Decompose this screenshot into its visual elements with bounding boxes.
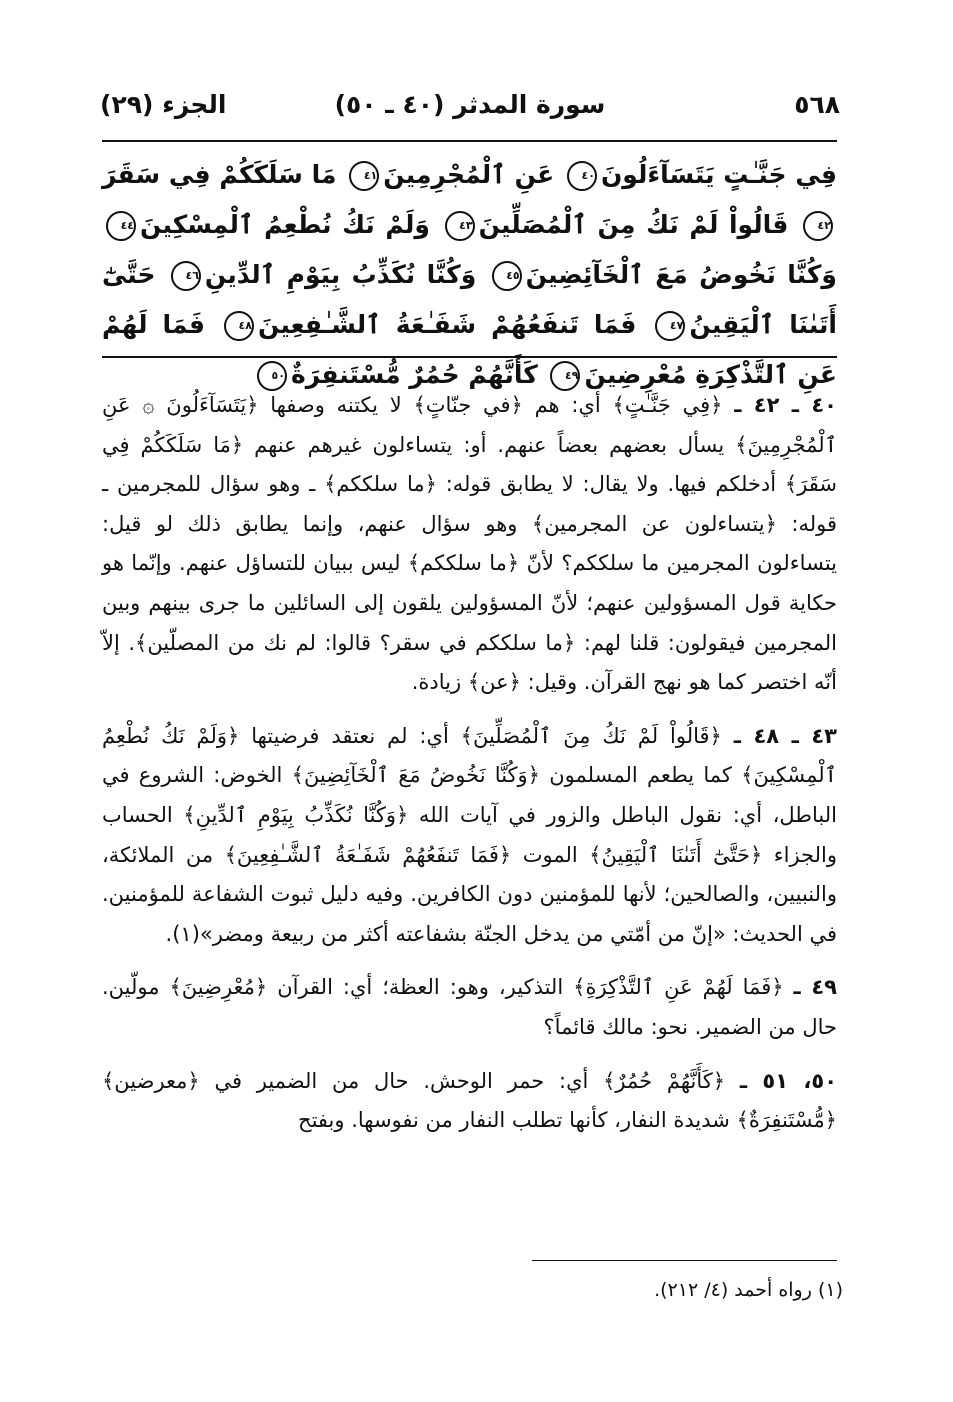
quran-verse: فَمَا تَنفَعُهُمْ شَفَـٰعَةُ ٱلشَّـٰفِعِينَ bbox=[257, 310, 637, 339]
verse-number-marker: ٥٠ bbox=[257, 361, 287, 391]
quran-verse: وَكُنَّا نُكَذِّبُ بِيَوْمِ ٱلدِّينِ bbox=[204, 260, 477, 289]
commentary-paragraph bbox=[102, 1062, 837, 1141]
commentary-paragraph bbox=[102, 717, 837, 955]
quran-verse: عَنِ ٱلْمُجْرِمِينَ bbox=[383, 160, 555, 189]
quran-text-block bbox=[102, 150, 837, 400]
quran-verse: فِي جَنَّـٰتٍ يَتَسَآءَلُونَ bbox=[600, 160, 837, 189]
verse-number-marker: ٤٦ bbox=[171, 261, 201, 291]
commentary-paragraph bbox=[102, 386, 837, 703]
footnote-rule bbox=[532, 1260, 837, 1261]
verse-number-marker: ٤١ bbox=[349, 161, 379, 191]
juz-label: الجزء (٢٩) bbox=[100, 90, 227, 119]
verse-number-marker: ٤٣ bbox=[445, 211, 475, 241]
verse-range: ٥٠، ٥١ ـ bbox=[739, 1068, 838, 1093]
verse-number-marker: ٤٧ bbox=[655, 311, 685, 341]
quran-verse: مَا سَلَكَكُمْ فِي سَقَرَ bbox=[102, 160, 337, 189]
verse-number-marker: ٤٠ bbox=[567, 161, 597, 191]
page-header bbox=[100, 88, 840, 132]
quran-verse: وَكُنَّا نَخُوضُ مَعَ ٱلْخَآئِضِينَ bbox=[525, 260, 837, 289]
quran-divider-rule bbox=[102, 356, 837, 358]
quran-verse: كَأَنَّهُمْ حُمُرٌ مُّسْتَنفِرَةٌ bbox=[290, 360, 538, 389]
commentary-text: ﴿قَالُواْ لَمْ نَكُ مِنَ ٱلْمُصَلِّينَ﴾ أي: لم نعتقد فرضيتها ﴿وَلَمْ نَكُ نُطْعِمُ ٱلْمِسْكِينَ﴾ كما يطعم المسلمون ﴿وَكُنَّا نَخُوضُ مَعَ ٱلْخَآئِضِينَ﴾ الخوض: الشروع في الباطل، أي: نقول الباطل والزور في آيات الله ﴿وَكُنَّا نُكَذِّبُ بِيَوْمِ ٱلدِّينِ﴾ الحساب والجزاء ﴿حَتَّىٰٓ أَتَىٰنَا ٱلْيَقِينُ﴾ الموت ﴿فَمَا تَنفَعُهُمْ شَفَـٰعَةُ ٱلشَّـٰفِعِينَ﴾ من الملائكة، والنبيين، والصالحين؛ لأنها للمؤمنين دون الكافرين. وفيه دليل ثبوت الشفاعة للمؤمنين. في الحديث: «إنّ من أمّتي من يدخل الجنّة بشفاعته أكثر من ربيعة ومضر»(١). bbox=[102, 723, 837, 946]
verse-range: ٤٠ ـ ٤٢ ـ bbox=[734, 393, 837, 417]
commentary-block bbox=[102, 386, 837, 1155]
commentary-text: ﴿فِي جَنَّـٰتٍ﴾ أي: هم ﴿في جنّاتٍ﴾ لا يكتنه وصفها ﴿يَتَسَآءَلُونَ ۞ عَنِ ٱلْمُجْرِمِينَ﴾ يسأل بعضهم بعضاً عنهم. أو: يتساءلون غيرهم عنهم ﴿مَا سَلَكَكُمْ فِي سَقَرَ﴾ أدخلكم فيها. ولا يقال: لا يطابق قوله: ﴿ما سلككم﴾ ـ وهو سؤال للمجرمين ـ قوله: ﴿يتساءلون عن المجرمين﴾ وهو سؤال عنهم، وإنما يطابق ذلك لو قيل: يتساءلون المجرمين ما سلككم؟ لأنّ ﴿ما سلككم﴾ ليس ببيان للتساؤل عنهم. وإنّما هو حكاية قول المسؤولين عنهم؛ لأنّ المسؤولين يلقون إلى السائلين ما جرى بينهم وبين المجرمين فيقولون: قلنا لهم: ﴿ما سلككم في سقر؟ قالوا: لم نك من المصلّين﴾. إلاّ أنّه اختصر كما هو نهج القرآن. وقيل: ﴿عن﴾ زيادة. bbox=[102, 393, 837, 695]
quran-verse: قَالُواْ لَمْ نَكُ مِنَ ٱلْمُصَلِّينَ bbox=[478, 210, 789, 239]
verse-range: ٤٣ ـ ٤٨ ـ bbox=[733, 723, 837, 748]
header-rule bbox=[102, 140, 837, 142]
commentary-text: ﴿كَأَنَّهُمْ حُمُرٌ﴾ أي: حمر الوحش. حال من الضمير في ﴿معرضين﴾ ﴿مُّسْتَنفِرَةٌ﴾ شديدة النفار، كأنها تطلب النفار من نفوسها. وبفتح bbox=[102, 1068, 837, 1133]
verse-number-marker: ٤٥ bbox=[492, 261, 522, 291]
commentary-paragraph bbox=[102, 968, 837, 1047]
verse-number-marker: ٤٨ bbox=[224, 311, 254, 341]
verse-range: ٤٩ ـ bbox=[793, 975, 837, 1000]
footnote: (١) رواه أحمد (٤/ ٢١٢). bbox=[654, 1279, 843, 1301]
verse-number-marker: ٤٤ bbox=[106, 211, 136, 241]
verse-number-marker: ٤٢ bbox=[803, 211, 833, 241]
commentary-text: ﴿فَمَا لَهُمْ عَنِ ٱلتَّذْكِرَةِ﴾ التذكير، وهو: العظة؛ أي: القرآن ﴿مُعْرِضِينَ﴾ مولّين. حال من الضمير. نحو: مالك قائماً؟ bbox=[102, 975, 837, 1039]
quran-verse: وَلَمْ نَكُ نُطْعِمُ ٱلْمِسْكِينَ bbox=[140, 210, 430, 239]
verse-number-marker: ٤٩ bbox=[550, 361, 580, 391]
quran-verse: حَتَّىٰٓ أَتَىٰنَا ٱلْيَقِينُ bbox=[102, 260, 837, 339]
surah-title: سورة المدثر (٤٠ ـ ٥٠) bbox=[334, 90, 606, 119]
page-number: ٥٦٨ bbox=[794, 90, 840, 119]
quran-verse: فَمَا لَهُمْ عَنِ ٱلتَّذْكِرَةِ مُعْرِضِينَ bbox=[102, 310, 837, 389]
